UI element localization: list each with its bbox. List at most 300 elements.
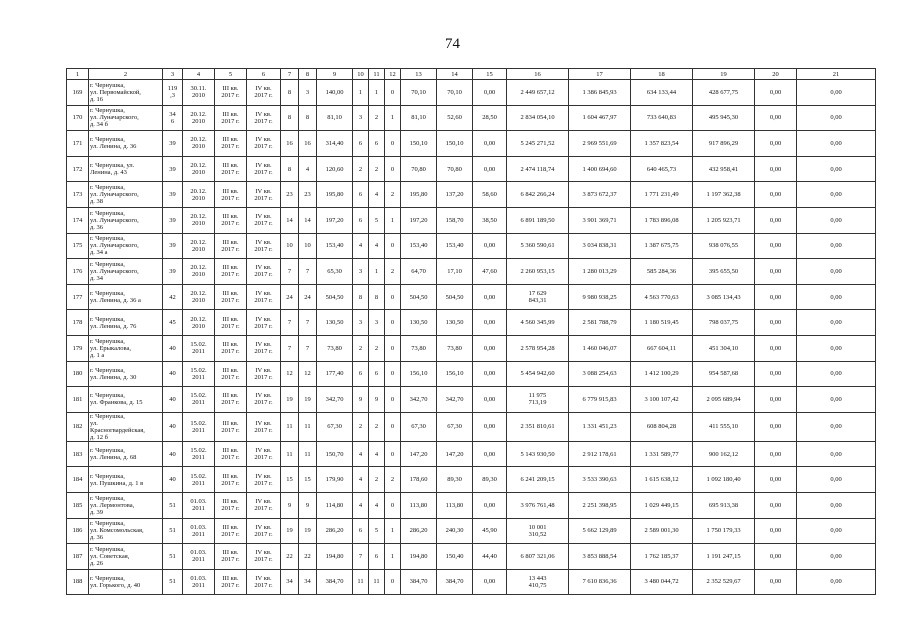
table-cell: 119 ,3 — [163, 80, 183, 106]
table-cell: 3 901 369,71 — [569, 207, 631, 233]
table-cell: 2 581 788,79 — [569, 310, 631, 336]
table-cell: III кв. 2017 г. — [215, 80, 247, 106]
address-cell: г. Чернушка, ул. Комсомольская, д. 36 — [89, 518, 163, 544]
table-cell: 130,50 — [401, 310, 437, 336]
table-cell: 171 — [67, 131, 89, 157]
column-number-cell: 17 — [569, 69, 631, 80]
table-row — [67, 131, 876, 157]
table-row — [67, 233, 876, 259]
table-cell: 3 088 254,63 — [569, 361, 631, 387]
table-cell: 89,30 — [473, 467, 507, 493]
table-cell: 2 251 398,95 — [569, 492, 631, 518]
table-row — [67, 467, 876, 493]
table-cell: 286,20 — [317, 518, 353, 544]
table-cell: 4 — [353, 492, 369, 518]
table-cell: 0,00 — [755, 233, 797, 259]
table-cell: 15.02. 2011 — [183, 412, 215, 441]
table-cell: 0,00 — [473, 492, 507, 518]
table-cell: IV кв. 2017 г. — [247, 441, 281, 467]
table-cell: 0,00 — [797, 387, 876, 413]
table-cell: 195,80 — [317, 182, 353, 208]
table-cell: 640 465,73 — [631, 156, 693, 182]
page-number: 74 — [445, 36, 460, 52]
table-cell: 1 092 180,40 — [693, 467, 755, 493]
table-cell: 51 — [163, 544, 183, 570]
table-cell: 11 — [353, 569, 369, 595]
table-cell: 0 — [385, 335, 401, 361]
table-cell: 44,40 — [473, 544, 507, 570]
table-cell: 130,50 — [437, 310, 473, 336]
column-number-cell: 15 — [473, 69, 507, 80]
table-cell: 11 — [281, 412, 299, 441]
table-cell: 17,10 — [437, 259, 473, 285]
table-cell: 40 — [163, 412, 183, 441]
table-cell: 3 100 107,42 — [631, 387, 693, 413]
table-cell: 15.02. 2011 — [183, 361, 215, 387]
table-cell: 39 — [163, 131, 183, 157]
address-cell: г. Чернушка, ул. Ленина, д. 43 — [89, 156, 163, 182]
table-cell: 7 — [353, 544, 369, 570]
table-cell: 0,00 — [797, 335, 876, 361]
table-cell: 178 — [67, 310, 89, 336]
table-cell: 0,00 — [755, 335, 797, 361]
table-cell: 70,80 — [437, 156, 473, 182]
table-cell: 23 — [281, 182, 299, 208]
table-cell: 1 191 247,15 — [693, 544, 755, 570]
table-cell: 10 — [281, 233, 299, 259]
table-cell: 20.12. 2010 — [183, 284, 215, 310]
table-cell: 188 — [67, 569, 89, 595]
table-cell: 9 980 938,25 — [569, 284, 631, 310]
table-cell: 1 — [369, 80, 385, 106]
table-cell: 1 180 519,45 — [631, 310, 693, 336]
address-cell: г. Чернушка, ул. Советская, д. 26 — [89, 544, 163, 570]
table-cell: 8 — [281, 105, 299, 131]
table-cell: 2 — [369, 467, 385, 493]
table-cell: 5 662 129,89 — [569, 518, 631, 544]
table-cell: 504,50 — [317, 284, 353, 310]
table-cell: 114,80 — [317, 492, 353, 518]
table-cell: 1 205 923,71 — [693, 207, 755, 233]
table-cell: 67,30 — [317, 412, 353, 441]
table-cell: 240,30 — [437, 518, 473, 544]
table-cell: 4 — [299, 156, 317, 182]
table-cell: 0,00 — [797, 518, 876, 544]
table-cell: 6 — [369, 544, 385, 570]
table-cell: 23 — [299, 182, 317, 208]
table-cell: 0,00 — [473, 441, 507, 467]
table-cell: 0,00 — [755, 441, 797, 467]
table-cell: 177 — [67, 284, 89, 310]
table-cell: 3 — [353, 310, 369, 336]
table-cell: 14 — [299, 207, 317, 233]
table-cell: 798 037,75 — [693, 310, 755, 336]
table-cell: 2 — [385, 467, 401, 493]
table-row — [67, 207, 876, 233]
table-cell: 0 — [385, 156, 401, 182]
table-cell: 47,60 — [473, 259, 507, 285]
table-cell: 156,10 — [401, 361, 437, 387]
table-cell: 0 — [385, 387, 401, 413]
table-cell: 58,60 — [473, 182, 507, 208]
table-cell: 169 — [67, 80, 89, 106]
table-cell: 42 — [163, 284, 183, 310]
table-cell: 15 — [299, 467, 317, 493]
table-cell: 3 — [369, 310, 385, 336]
table-cell: 113,80 — [437, 492, 473, 518]
table-cell: IV кв. 2017 г. — [247, 412, 281, 441]
table-row — [67, 105, 876, 131]
table-cell: 1 029 449,15 — [631, 492, 693, 518]
column-number-cell: 7 — [281, 69, 299, 80]
housing-register-table — [66, 68, 876, 595]
table-cell: 4 — [369, 233, 385, 259]
table-cell: 19 — [281, 518, 299, 544]
table-cell: III кв. 2017 г. — [215, 233, 247, 259]
table-cell: 3 976 761,48 — [507, 492, 569, 518]
table-cell: III кв. 2017 г. — [215, 335, 247, 361]
table-cell: 2 — [369, 105, 385, 131]
table-cell: 147,20 — [437, 441, 473, 467]
table-cell: 6 — [353, 361, 369, 387]
table-cell: 176 — [67, 259, 89, 285]
table-cell: 0 — [385, 131, 401, 157]
table-cell: 0 — [385, 492, 401, 518]
table-cell: 2 — [353, 335, 369, 361]
table-cell: 0,00 — [755, 182, 797, 208]
table-cell: 7 — [299, 335, 317, 361]
table-cell: 938 076,55 — [693, 233, 755, 259]
column-number-cell: 2 — [89, 69, 163, 80]
table-cell: IV кв. 2017 г. — [247, 182, 281, 208]
table-cell: IV кв. 2017 г. — [247, 259, 281, 285]
table-row — [67, 569, 876, 595]
table-cell: 1 197 362,38 — [693, 182, 755, 208]
table-cell: 22 — [281, 544, 299, 570]
table-row — [67, 441, 876, 467]
table-cell: 147,20 — [401, 441, 437, 467]
table-cell: 70,80 — [401, 156, 437, 182]
table-cell: 5 360 590,61 — [507, 233, 569, 259]
address-cell: г. Чернушка, ул. Горького, д. 40 — [89, 569, 163, 595]
table-cell: 6 891 189,50 — [507, 207, 569, 233]
table-cell: 180 — [67, 361, 89, 387]
table-cell: 24 — [281, 284, 299, 310]
column-number-cell: 16 — [507, 69, 569, 80]
table-cell: 342,70 — [401, 387, 437, 413]
table-cell: 6 807 321,06 — [507, 544, 569, 570]
table-cell: 195,80 — [401, 182, 437, 208]
table-cell: 177,40 — [317, 361, 353, 387]
table-cell: 395 655,50 — [693, 259, 755, 285]
table-cell: 0,00 — [797, 467, 876, 493]
table-cell: 432 958,41 — [693, 156, 755, 182]
address-cell: г. Чернушка, ул. Лермонтова, д. 39 — [89, 492, 163, 518]
table-cell: 22 — [299, 544, 317, 570]
column-number-cell: 13 — [401, 69, 437, 80]
table-cell: 0,00 — [797, 182, 876, 208]
table-cell: 1 357 823,54 — [631, 131, 693, 157]
table-cell: 0,00 — [473, 387, 507, 413]
table-cell: 17 629 843,31 — [507, 284, 569, 310]
table-cell: 2 — [385, 259, 401, 285]
table-cell: 40 — [163, 361, 183, 387]
table-cell: 0,00 — [797, 80, 876, 106]
table-cell: 0 — [385, 412, 401, 441]
table-cell: 0,00 — [473, 361, 507, 387]
table-cell: 8 — [369, 284, 385, 310]
address-cell: г. Чернушка, ул. Пушкина, д. 1 в — [89, 467, 163, 493]
address-cell: г. Чернушка, ул. Луначарского, д. 34 б — [89, 105, 163, 131]
table-cell: 20.12. 2010 — [183, 182, 215, 208]
table-cell: 20.12. 2010 — [183, 105, 215, 131]
table-cell: 0,00 — [473, 284, 507, 310]
table-cell: 150,40 — [437, 544, 473, 570]
column-number-cell: 20 — [755, 69, 797, 80]
table-cell: 314,40 — [317, 131, 353, 157]
table-cell: 15.02. 2011 — [183, 467, 215, 493]
table-row — [67, 387, 876, 413]
table-cell: 19 — [281, 387, 299, 413]
table-cell: 01.03. 2011 — [183, 518, 215, 544]
table-cell: 9 — [353, 387, 369, 413]
table-cell: IV кв. 2017 г. — [247, 569, 281, 595]
table-cell: 2 352 529,67 — [693, 569, 755, 595]
table-cell: 10 001 310,52 — [507, 518, 569, 544]
table-cell: 1 412 100,29 — [631, 361, 693, 387]
address-cell: г. Чернушка, ул. Луначарского, д. 34 а — [89, 233, 163, 259]
table-cell: 6 779 915,83 — [569, 387, 631, 413]
table-cell: 384,70 — [317, 569, 353, 595]
table-cell: 15.02. 2011 — [183, 441, 215, 467]
table-cell: 6 — [353, 518, 369, 544]
table-cell: 19 — [299, 387, 317, 413]
table-cell: 695 913,38 — [693, 492, 755, 518]
address-cell: г. Чернушка, ул. Ленина, д. 36 — [89, 131, 163, 157]
table-cell: 0,00 — [755, 412, 797, 441]
table-cell: 187 — [67, 544, 89, 570]
table-cell: 40 — [163, 467, 183, 493]
table-cell: IV кв. 2017 г. — [247, 105, 281, 131]
table-cell: 40 — [163, 441, 183, 467]
table-cell: 181 — [67, 387, 89, 413]
column-number-cell: 5 — [215, 69, 247, 80]
table-cell: 0 — [385, 569, 401, 595]
table-cell: 11 — [369, 569, 385, 595]
table-cell: 70,10 — [401, 80, 437, 106]
table-cell: 0,00 — [473, 412, 507, 441]
table-cell: 7 — [299, 310, 317, 336]
table-cell: 6 — [353, 182, 369, 208]
table-cell: 67,30 — [401, 412, 437, 441]
table-cell: 0,00 — [755, 80, 797, 106]
table-cell: 2 260 953,15 — [507, 259, 569, 285]
table-cell: 7 — [281, 335, 299, 361]
table-cell: 5 — [369, 207, 385, 233]
table-cell: 0,00 — [755, 361, 797, 387]
table-cell: 01.03. 2011 — [183, 492, 215, 518]
table-cell: 4 563 770,63 — [631, 284, 693, 310]
table-cell: III кв. 2017 г. — [215, 492, 247, 518]
table-cell: III кв. 2017 г. — [215, 207, 247, 233]
table-cell: 1 460 046,07 — [569, 335, 631, 361]
table-cell: III кв. 2017 г. — [215, 259, 247, 285]
table-cell: 194,80 — [401, 544, 437, 570]
table-cell: 11 — [299, 441, 317, 467]
table-cell: III кв. 2017 г. — [215, 182, 247, 208]
address-cell: г. Чернушка, ул. Первомайской, д. 16 — [89, 80, 163, 106]
table-cell: 158,70 — [437, 207, 473, 233]
table-cell: 186 — [67, 518, 89, 544]
table-cell: 0,00 — [473, 233, 507, 259]
table-cell: 0,00 — [473, 80, 507, 106]
table-cell: 73,80 — [437, 335, 473, 361]
table-cell: 0,00 — [797, 492, 876, 518]
table-cell: 8 — [281, 80, 299, 106]
column-number-cell: 21 — [797, 69, 876, 80]
table-cell: 5 — [369, 518, 385, 544]
table-cell: 0,00 — [755, 131, 797, 157]
table-cell: 179 — [67, 335, 89, 361]
column-number-cell: 19 — [693, 69, 755, 80]
column-number-cell: 9 — [317, 69, 353, 80]
table-cell: 451 304,10 — [693, 335, 755, 361]
table-cell: III кв. 2017 г. — [215, 105, 247, 131]
table-cell: 39 — [163, 233, 183, 259]
table-cell: IV кв. 2017 г. — [247, 233, 281, 259]
table-cell: 65,30 — [317, 259, 353, 285]
table-cell: 2 095 689,94 — [693, 387, 755, 413]
table-cell: 20.12. 2010 — [183, 131, 215, 157]
table-cell: 0 — [385, 284, 401, 310]
table-cell: IV кв. 2017 г. — [247, 387, 281, 413]
table-cell: 4 560 345,99 — [507, 310, 569, 336]
table-cell: 2 449 657,12 — [507, 80, 569, 106]
table-cell: 3 — [353, 259, 369, 285]
table-cell: 137,20 — [437, 182, 473, 208]
table-cell: 12 — [299, 361, 317, 387]
table-cell: 153,40 — [401, 233, 437, 259]
table-cell: III кв. 2017 г. — [215, 441, 247, 467]
table-cell: 0,00 — [755, 310, 797, 336]
table-cell: 2 834 054,10 — [507, 105, 569, 131]
table-cell: III кв. 2017 г. — [215, 131, 247, 157]
table-cell: 342,70 — [317, 387, 353, 413]
table-cell: 0,00 — [797, 441, 876, 467]
table-cell: 14 — [281, 207, 299, 233]
table-cell: 585 284,36 — [631, 259, 693, 285]
table-cell: 504,50 — [437, 284, 473, 310]
table-cell: 1 615 638,12 — [631, 467, 693, 493]
address-cell: г. Чернушка, ул. Луначарского, д. 38 — [89, 182, 163, 208]
table-cell: 173 — [67, 182, 89, 208]
table-cell: 2 351 810,61 — [507, 412, 569, 441]
table-cell: 3 533 390,63 — [569, 467, 631, 493]
table-cell: 70,10 — [437, 80, 473, 106]
table-cell: 2 589 001,30 — [631, 518, 693, 544]
table-cell: 5 245 271,52 — [507, 131, 569, 157]
table-cell: 1 400 694,60 — [569, 156, 631, 182]
table-cell: 20.12. 2010 — [183, 310, 215, 336]
table-cell: 153,40 — [317, 233, 353, 259]
table-cell: 34 — [299, 569, 317, 595]
table-cell: 667 604,11 — [631, 335, 693, 361]
table-cell: III кв. 2017 г. — [215, 361, 247, 387]
table-cell: 0,00 — [473, 569, 507, 595]
table-cell: 194,80 — [317, 544, 353, 570]
table-cell: 1 386 845,93 — [569, 80, 631, 106]
address-cell: г. Чернушка, ул. Франкова, д. 15 — [89, 387, 163, 413]
table-cell: 7 — [281, 259, 299, 285]
table-cell: 0,00 — [797, 156, 876, 182]
table-cell: 6 — [369, 131, 385, 157]
column-number-cell: 8 — [299, 69, 317, 80]
table-cell: 0,00 — [797, 105, 876, 131]
table-cell: 9 — [369, 387, 385, 413]
table-cell: 12 — [281, 361, 299, 387]
table-cell: 733 640,83 — [631, 105, 693, 131]
table-cell: III кв. 2017 г. — [215, 310, 247, 336]
table-cell: III кв. 2017 г. — [215, 387, 247, 413]
table-cell: 20.12. 2010 — [183, 207, 215, 233]
table-cell: 0 — [385, 441, 401, 467]
table-cell: 2 — [369, 156, 385, 182]
table-cell: 73,80 — [401, 335, 437, 361]
table-row — [67, 335, 876, 361]
column-number-cell: 4 — [183, 69, 215, 80]
table-cell: 140,00 — [317, 80, 353, 106]
table-cell: 0,00 — [797, 131, 876, 157]
table-cell: 6 — [353, 207, 369, 233]
table-cell: 2 912 178,61 — [569, 441, 631, 467]
table-cell: III кв. 2017 г. — [215, 467, 247, 493]
table-cell: III кв. 2017 г. — [215, 544, 247, 570]
table-cell: 7 610 836,36 — [569, 569, 631, 595]
table-cell: IV кв. 2017 г. — [247, 310, 281, 336]
table-cell: 1 — [385, 518, 401, 544]
table-cell: 0,00 — [797, 233, 876, 259]
table-row — [67, 182, 876, 208]
table-row — [67, 284, 876, 310]
table-cell: 172 — [67, 156, 89, 182]
table-cell: 8 — [281, 156, 299, 182]
table-cell: 40 — [163, 387, 183, 413]
table-cell: 2 — [353, 412, 369, 441]
table-cell: III кв. 2017 г. — [215, 569, 247, 595]
table-cell: 0,00 — [797, 310, 876, 336]
table-cell: 20.12. 2010 — [183, 233, 215, 259]
table-cell: III кв. 2017 г. — [215, 156, 247, 182]
table-cell: 1 — [385, 105, 401, 131]
table-cell: 8 — [353, 284, 369, 310]
table-cell: 1 762 185,37 — [631, 544, 693, 570]
table-cell: 384,70 — [437, 569, 473, 595]
table-cell: 45,90 — [473, 518, 507, 544]
table-cell: 6 842 266,24 — [507, 182, 569, 208]
table-cell: 0,00 — [797, 259, 876, 285]
table-cell: 3 853 888,54 — [569, 544, 631, 570]
table-cell: 0,00 — [473, 131, 507, 157]
table-cell: 19 — [299, 518, 317, 544]
table-cell: 0,00 — [797, 412, 876, 441]
column-number-cell: 1 — [67, 69, 89, 80]
table-cell: 0,00 — [797, 284, 876, 310]
table-cell: 3 — [299, 80, 317, 106]
table-cell: 2 — [369, 412, 385, 441]
table-cell: 900 162,12 — [693, 441, 755, 467]
table-cell: 81,10 — [317, 105, 353, 131]
table-cell: IV кв. 2017 г. — [247, 492, 281, 518]
